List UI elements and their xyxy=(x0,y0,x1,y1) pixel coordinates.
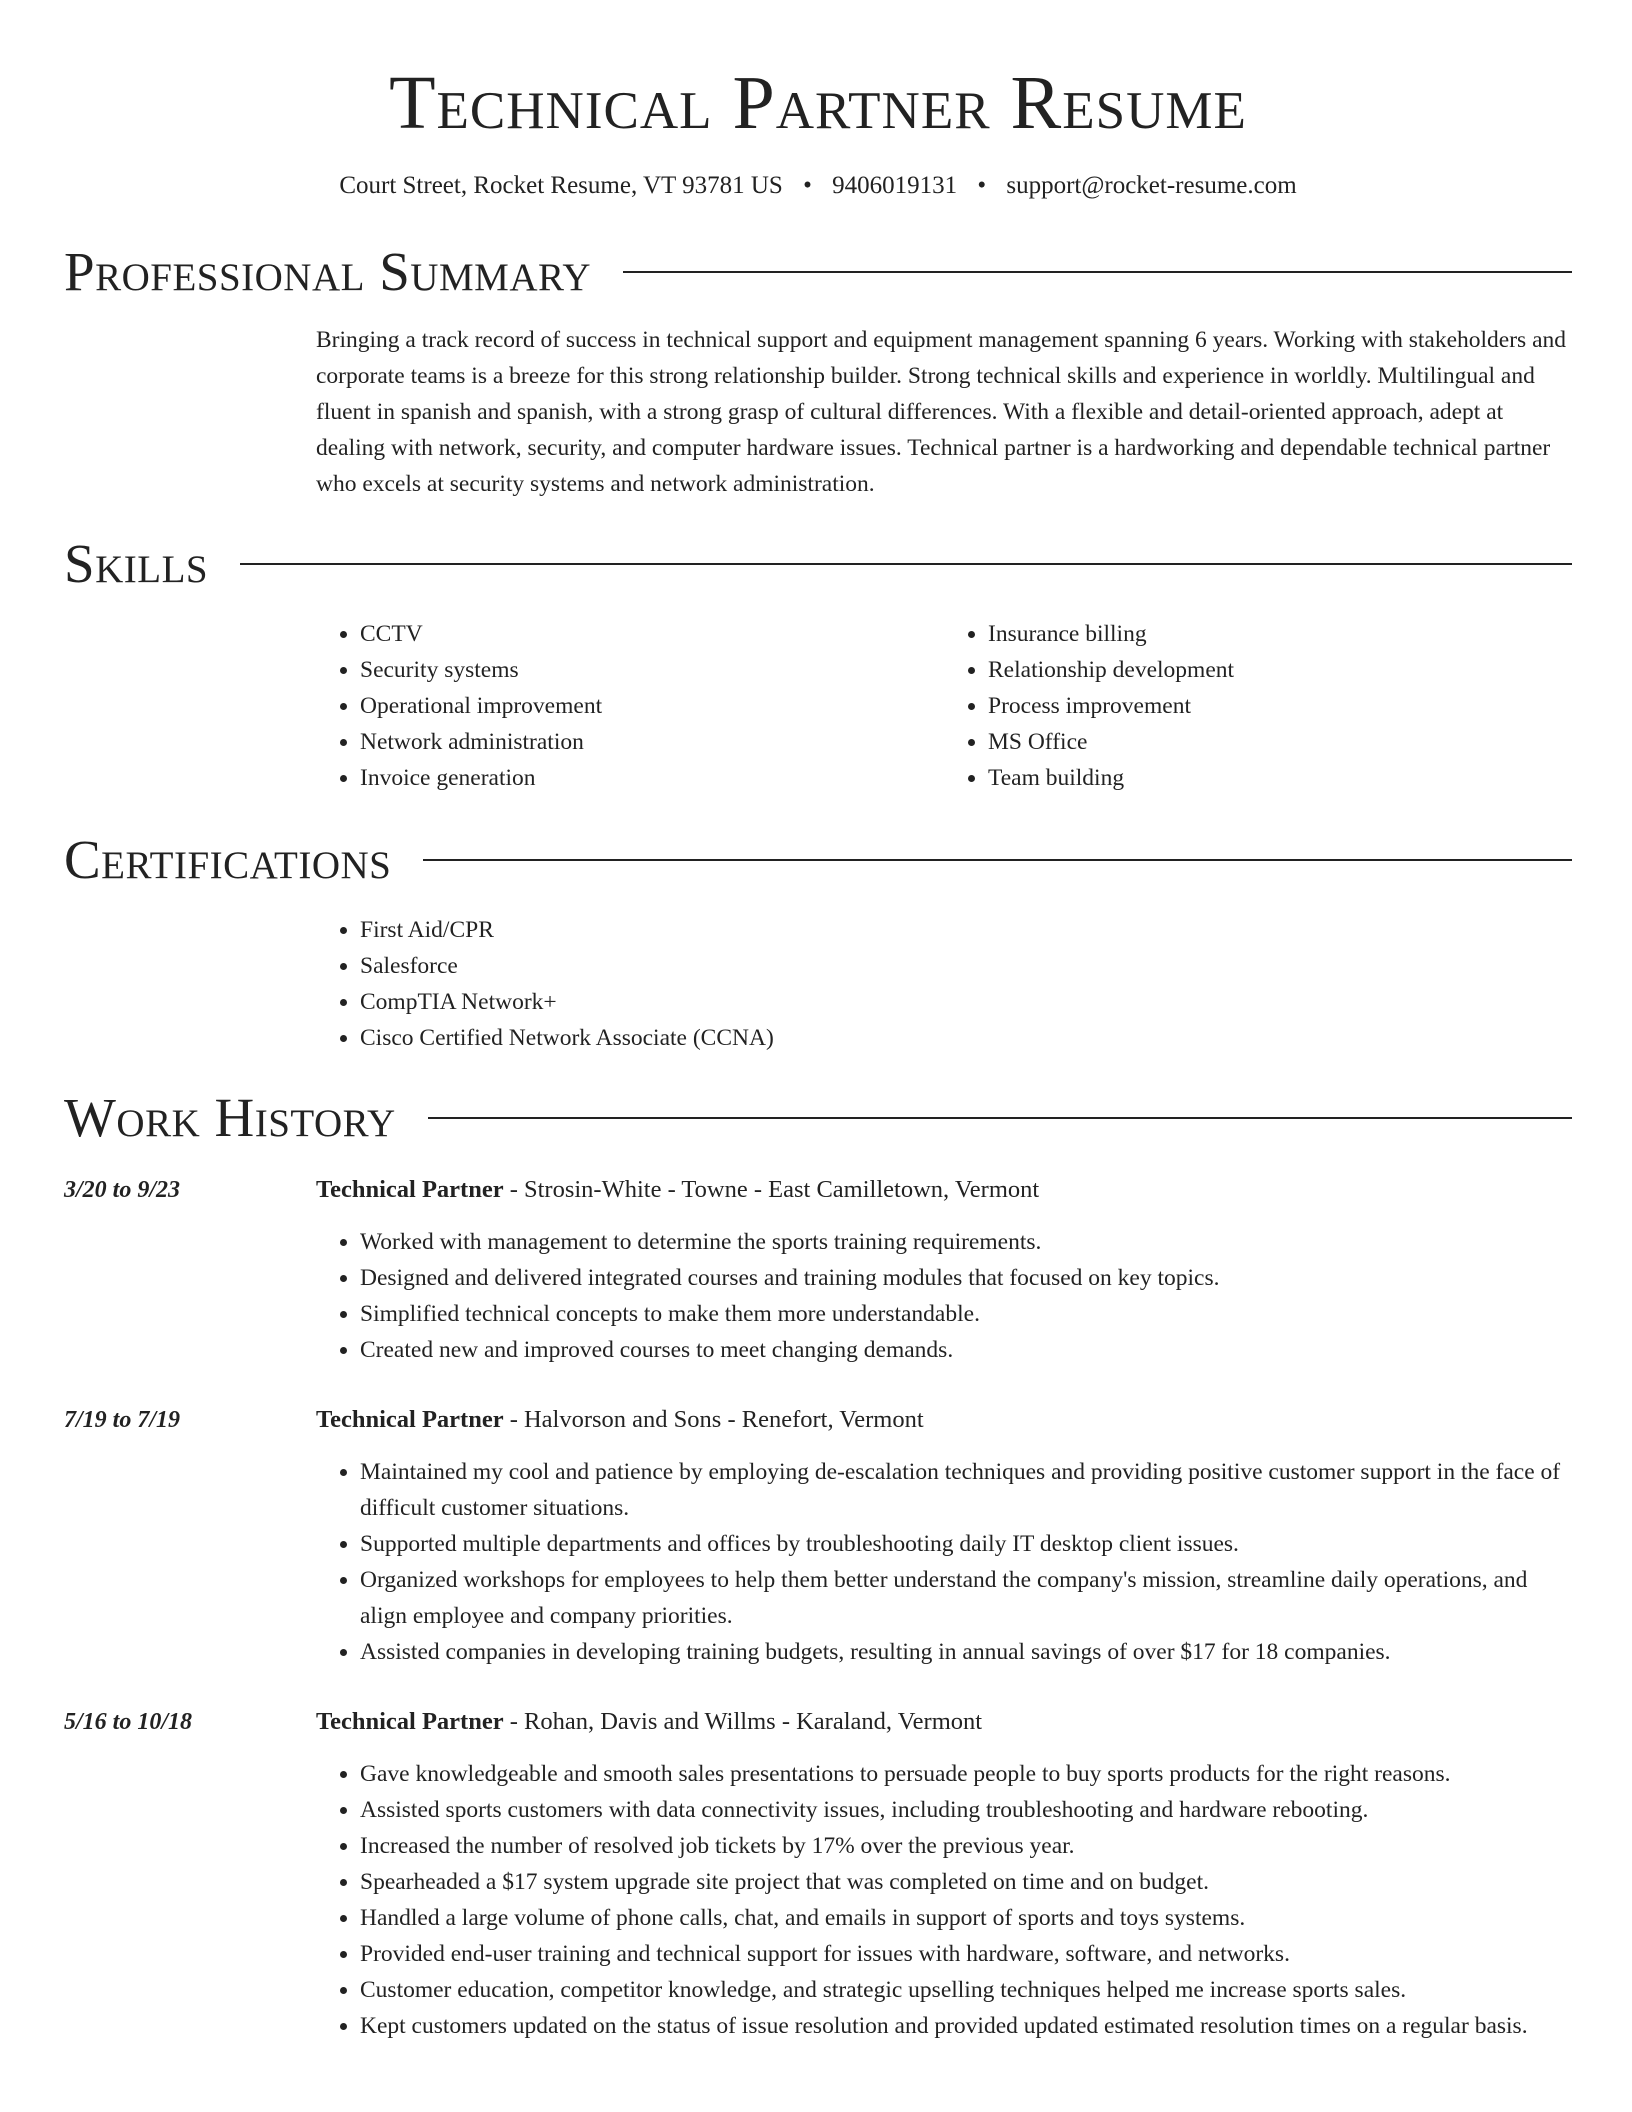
job-header xyxy=(316,1704,1572,1740)
skill-item: • Relationship development xyxy=(988,652,1572,688)
job-bullet: • Kept customers updated on the status of issue resolution and provided updated estimated resolution times on a regular basis. xyxy=(360,2008,1572,2044)
job-dates: 5/16 to 10/18 xyxy=(64,1709,193,1735)
section-divider xyxy=(623,271,1572,273)
contact-email: support@rocket-resume.com xyxy=(1006,172,1297,199)
contact-separator: • xyxy=(803,172,812,199)
job-employer-location: - Strosin-White - Towne - East Camilletown, Vermont xyxy=(503,1176,1040,1203)
certification-item: • Cisco Certified Network Associate (CCNA) xyxy=(360,1020,1572,1056)
job-bullet: • Simplified technical concepts to make them more understandable. xyxy=(360,1296,1572,1332)
section-divider xyxy=(428,1117,1572,1119)
job-bullet: • Assisted sports customers with data connectivity issues, including troubleshooting and hardware rebooting. xyxy=(360,1792,1572,1828)
job-bullet: • Supported multiple departments and offices by troubleshooting daily IT desktop client issues. xyxy=(360,1526,1572,1562)
certifications-list xyxy=(316,912,1572,1056)
contact-line xyxy=(64,170,1572,202)
skill-item: • CCTV xyxy=(360,616,944,652)
job-header xyxy=(316,1402,1572,1438)
skill-item: • Insurance billing xyxy=(988,616,1572,652)
job-bullet: • Gave knowledgeable and smooth sales presentations to persuade people to buy sports products for the right reasons. xyxy=(360,1756,1572,1792)
job-bullet: • Worked with management to determine the sports training requirements. xyxy=(360,1224,1572,1260)
job-entry xyxy=(64,1402,1572,1670)
job-bullet: • Designed and delivered integrated courses and training modules that focused on key topics. xyxy=(360,1260,1572,1296)
skills-heading: Skills xyxy=(64,533,209,594)
job-entry xyxy=(64,1704,1572,2044)
certifications-heading: Certifications xyxy=(64,829,392,890)
job-bullet: • Increased the number of resolved job tickets by 17% over the previous year. xyxy=(360,1828,1572,1864)
job-bullet: • Handled a large volume of phone calls, chat, and emails in support of sports and toys systems. xyxy=(360,1900,1572,1936)
job-body xyxy=(316,1402,1572,1670)
summary-text: Bringing a track record of success in technical support and equipment management spanning 6 years. Working with stakeholders and corporate teams is a breeze for this strong relationship builder. Strong technical skills and experience in worldly. Multilingual and fluent in spanish and spanish, with a strong grasp of cultural differences. With a flexible and detail-oriented approach, adept at dealing with network, security, and computer hardware issues. Technical partner is a hardworking and dependable technical partner who excels at security systems and network administration. xyxy=(316,327,1567,497)
skills-list-right xyxy=(944,616,1572,796)
job-title: Technical Partner xyxy=(316,1176,504,1203)
job-employer-location: - Halvorson and Sons - Renefort, Vermont xyxy=(503,1406,924,1433)
section-divider xyxy=(423,859,1572,861)
certifications-section-header xyxy=(64,828,1572,892)
job-dates: 3/20 to 9/23 xyxy=(64,1177,181,1203)
job-body xyxy=(316,1704,1572,2044)
work-section-header xyxy=(64,1086,1572,1150)
job-employer-location: - Rohan, Davis and Willms - Karaland, Vermont xyxy=(503,1708,983,1735)
job-bullet: • Created new and improved courses to meet changing demands. xyxy=(360,1332,1572,1368)
job-dates: 7/19 to 7/19 xyxy=(64,1407,181,1433)
job-bullets xyxy=(316,1224,1572,1368)
job-bullets xyxy=(316,1756,1572,2044)
job-bullet: • Organized workshops for employees to help them better understand the company's mission, streamline daily operations, and align employee and company priorities. xyxy=(360,1562,1572,1634)
job-bullet: • Provided end-user training and technical support for issues with hardware, software, and networks. xyxy=(360,1936,1572,1972)
job-bullet: • Maintained my cool and patience by employing de-escalation techniques and providing positive customer support in the face of difficult customer situations. xyxy=(360,1454,1572,1526)
skills-list-left xyxy=(316,616,944,796)
work-heading: Work History xyxy=(64,1087,396,1148)
skill-item: • MS Office xyxy=(988,724,1572,760)
contact-address: Court Street, Rocket Resume, VT 93781 US xyxy=(339,172,783,199)
summary-heading: Professional Summary xyxy=(64,241,592,302)
job-entry xyxy=(64,1172,1572,1368)
certifications-block xyxy=(316,912,1572,1056)
job-bullet: • Customer education, competitor knowledge, and strategic upselling techniques helped me increase sports sales. xyxy=(360,1972,1572,2008)
job-bullet: • Spearheaded a $17 system upgrade site project that was completed on time and on budget. xyxy=(360,1864,1572,1900)
summary-section-header xyxy=(64,240,1572,304)
certification-item: • Salesforce xyxy=(360,948,1572,984)
job-title: Technical Partner xyxy=(316,1708,504,1735)
skills-grid xyxy=(316,616,1572,796)
job-body xyxy=(316,1172,1572,1368)
skills-section-header xyxy=(64,532,1572,596)
skill-item: • Process improvement xyxy=(988,688,1572,724)
skill-item: • Team building xyxy=(988,760,1572,796)
job-title: Technical Partner xyxy=(316,1406,504,1433)
job-bullets xyxy=(316,1454,1572,1670)
certification-item: • CompTIA Network+ xyxy=(360,984,1572,1020)
section-divider xyxy=(240,563,1572,565)
contact-phone: 9406019131 xyxy=(832,172,958,199)
skill-item: • Operational improvement xyxy=(360,688,944,724)
skill-item: • Network administration xyxy=(360,724,944,760)
job-header xyxy=(316,1172,1572,1208)
skill-item: • Invoice generation xyxy=(360,760,944,796)
resume-title: Technical Partner Resume xyxy=(389,61,1247,145)
work-history-list xyxy=(64,1172,1572,2044)
skill-item: • Security systems xyxy=(360,652,944,688)
certification-item: • First Aid/CPR xyxy=(360,912,1572,948)
resume-page xyxy=(64,0,1572,2044)
contact-separator: • xyxy=(977,172,987,199)
job-bullet: • Assisted companies in developing training budgets, resulting in annual savings of over $17 for 18 companies. xyxy=(360,1634,1572,1670)
